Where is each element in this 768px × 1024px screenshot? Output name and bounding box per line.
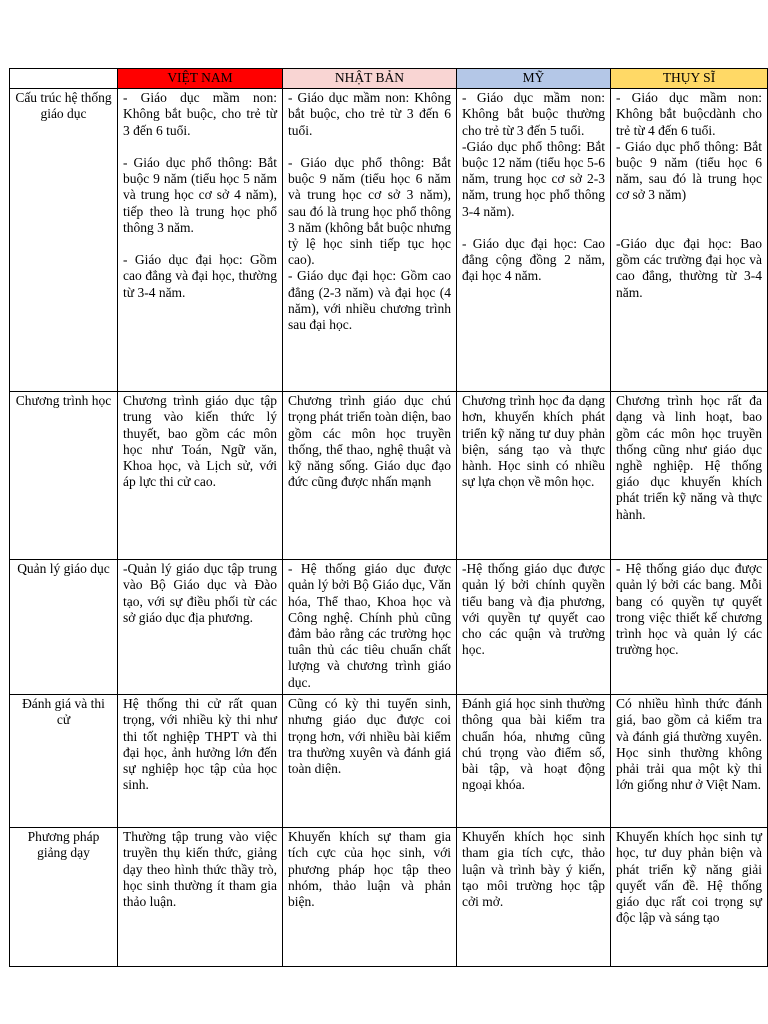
header-usa: MỸ <box>457 69 611 89</box>
table-row <box>10 828 768 967</box>
cell-usa <box>457 560 611 695</box>
cell-japan <box>283 392 457 560</box>
row-label-management: Quản lý giáo dục <box>10 560 118 695</box>
cell-text: Chương trình giáo dục chú trọng phát triển toàn diện, bao gồm các môn học truyền thống, thể thao, nghệ thuật và kỹ năng sống. Giáo dục đạo đức cũng được nhấn mạnh <box>288 393 451 490</box>
cell-vietnam <box>118 560 283 695</box>
row-label-structure: Cấu trúc hệ thống giáo dục <box>10 89 118 392</box>
cell-text: - Giáo dục mầm non: Không bắt buộc thường cho trẻ từ 3 đến 5 tuổi. -Giáo dục phổ thông: Bắt buộc 12 năm (tiểu học 5-6 năm, trung học cơ sở 2-3 năm, trung học phổ thông 3-4 năm). - Giáo dục đại học: Cao đẳng cộng đồng 2 năm, đại học 4 năm. <box>462 90 605 284</box>
cell-switzerland <box>611 828 768 967</box>
header-corner <box>10 69 118 89</box>
row-label-curriculum: Chương trình học <box>10 392 118 560</box>
cell-text: Khuyến khích học sinh tham gia tích cực, thảo luận và trình bày ý kiến, tạo môi trường học tập cởi mở. <box>462 829 605 910</box>
table-row <box>10 560 768 695</box>
cell-text: Chương trình giáo dục tập trung vào kiến thức lý thuyết, bao gồm các môn học như Toán, Ngữ văn, Khoa học, và Lịch sử, với áp lực thi cử cao. <box>123 393 277 490</box>
table-row <box>10 695 768 828</box>
comparison-table <box>9 68 768 967</box>
cell-usa <box>457 392 611 560</box>
cell-text: Có nhiều hình thức đánh giá, bao gồm cả kiểm tra và đánh giá thường xuyên. Học sinh thường không phải trải qua một kỳ thi lớn giống như ở Việt Nam. <box>616 696 762 793</box>
cell-text: - Giáo dục mầm non: Không bắt buộc, cho trẻ từ 3 đến 6 tuổi. - Giáo dục phổ thông: Bắt buộc 9 năm (tiểu học 5 năm và trung học cơ sở 4 năm), tiếp theo là trung học phổ thông 3 năm. - Giáo dục đại học: Gồm cao đẳng và đại học, thường từ 3-4 năm. <box>123 90 277 300</box>
cell-text: Đánh giá học sinh thường thông qua bài kiểm tra chuẩn hóa, nhưng cũng chú trọng vào điểm số, bài tập, và hoạt động ngoại khóa. <box>462 696 605 793</box>
cell-text: Khuyến khích sự tham gia tích cực của học sinh, với phương pháp học tập theo nhóm, thảo luận và phản biện. <box>288 829 451 910</box>
header-row <box>10 69 768 89</box>
cell-vietnam <box>118 828 283 967</box>
cell-usa <box>457 828 611 967</box>
cell-text: Cũng có kỳ thi tuyển sinh, nhưng giáo dục được coi trọng hơn, với nhiều bài kiểm tra thường xuyên và đánh giá toàn diện. <box>288 696 451 777</box>
cell-vietnam <box>118 89 283 392</box>
cell-vietnam <box>118 695 283 828</box>
cell-text: Khuyến khích học sinh tự học, tư duy phản biện và phát triển kỹ năng giải quyết vấn đề. Hệ thống giáo dục rất coi trọng sự độc lập và sáng tạo <box>616 829 762 926</box>
cell-text: -Hệ thống giáo dục được quản lý bởi chính quyền tiểu bang và địa phương, với quyền tự quyết cao cho các quận và trường học. <box>462 561 605 658</box>
cell-text: Chương trình học rất đa dạng và linh hoạt, bao gồm các môn học truyền thống cũng như giáo dục nghề nghiệp. Hệ thống giáo dục khuyến khích phát triển kỹ năng và thực hành. <box>616 393 762 522</box>
header-vietnam: VIỆT NAM <box>118 69 283 89</box>
header-japan: NHẬT BẢN <box>283 69 457 89</box>
cell-vietnam <box>118 392 283 560</box>
table-row <box>10 89 768 392</box>
cell-switzerland <box>611 560 768 695</box>
header-switzerland: THỤY SĨ <box>611 69 768 89</box>
cell-text: -Quản lý giáo dục tập trung vào Bộ Giáo dục và Đào tạo, với sự điều phối từ các sở giáo dục địa phương. <box>123 561 277 625</box>
row-label-teaching-method: Phương pháp giảng dạy <box>10 828 118 967</box>
cell-text: - Hệ thống giáo dục được quản lý bởi Bộ Giáo dục, Văn hóa, Thể thao, Khoa học và Công nghệ. Chính phủ cũng đảm bảo rằng các trường học tuân thủ các tiêu chuẩn chất lượng và chương trình giáo dục. <box>288 561 451 690</box>
cell-japan <box>283 828 457 967</box>
cell-text: Chương trình học đa dạng hơn, khuyến khích phát triển kỹ năng tư duy phản biện, sáng tạo và thực hành. Học sinh có nhiều sự lựa chọn về môn học. <box>462 393 605 490</box>
cell-usa <box>457 695 611 828</box>
cell-japan <box>283 89 457 392</box>
cell-switzerland <box>611 695 768 828</box>
cell-japan <box>283 560 457 695</box>
cell-japan <box>283 695 457 828</box>
cell-text: - Hệ thống giáo dục được quản lý bởi các bang. Mỗi bang có quyền tự quyết trong việc thiết kế chương trình học và quản lý các trường học. <box>616 561 762 658</box>
cell-text: - Giáo dục mầm non: Không bắt buộcdành cho trẻ từ 4 đến 6 tuổi. - Giáo dục phổ thông: Bắt buộc 9 năm (tiểu học 6 năm, sau đó là trung học cơ sở 3 năm) -Giáo dục đại học: Bao gồm các trường đại học và cao đẳng, thường từ 3-4 năm. <box>616 90 762 300</box>
cell-text: - Giáo dục mầm non: Không bắt buộc, cho trẻ từ 3 đến 6 tuổi. - Giáo dục phổ thông: Bắt buộc 9 năm (tiểu học 6 năm và trung học cơ sở 3 năm), sau đó là trung học phổ thông 3 năm (không bắt buộc nhưng tỷ lệ học sinh tiếp tục học cao). - Giáo dục đại học: Gồm cao đẳng (2-3 năm) và đại học (4 năm), với nhiều chương trình sau đại học. <box>288 90 451 333</box>
cell-usa <box>457 89 611 392</box>
cell-switzerland <box>611 89 768 392</box>
cell-text: Thường tập trung vào việc truyền thụ kiến thức, giảng dạy theo hình thức thầy trò, học sinh thường ít tham gia thảo luận. <box>123 829 277 910</box>
row-label-assessment: Đánh giá và thi cử <box>10 695 118 828</box>
table-row <box>10 392 768 560</box>
cell-switzerland <box>611 392 768 560</box>
cell-text: Hệ thống thi cử rất quan trọng, với nhiều kỳ thi như thi tốt nghiệp THPT và thi đại học, ảnh hưởng lớn đến sự nghiệp học tập của học sinh. <box>123 696 277 793</box>
